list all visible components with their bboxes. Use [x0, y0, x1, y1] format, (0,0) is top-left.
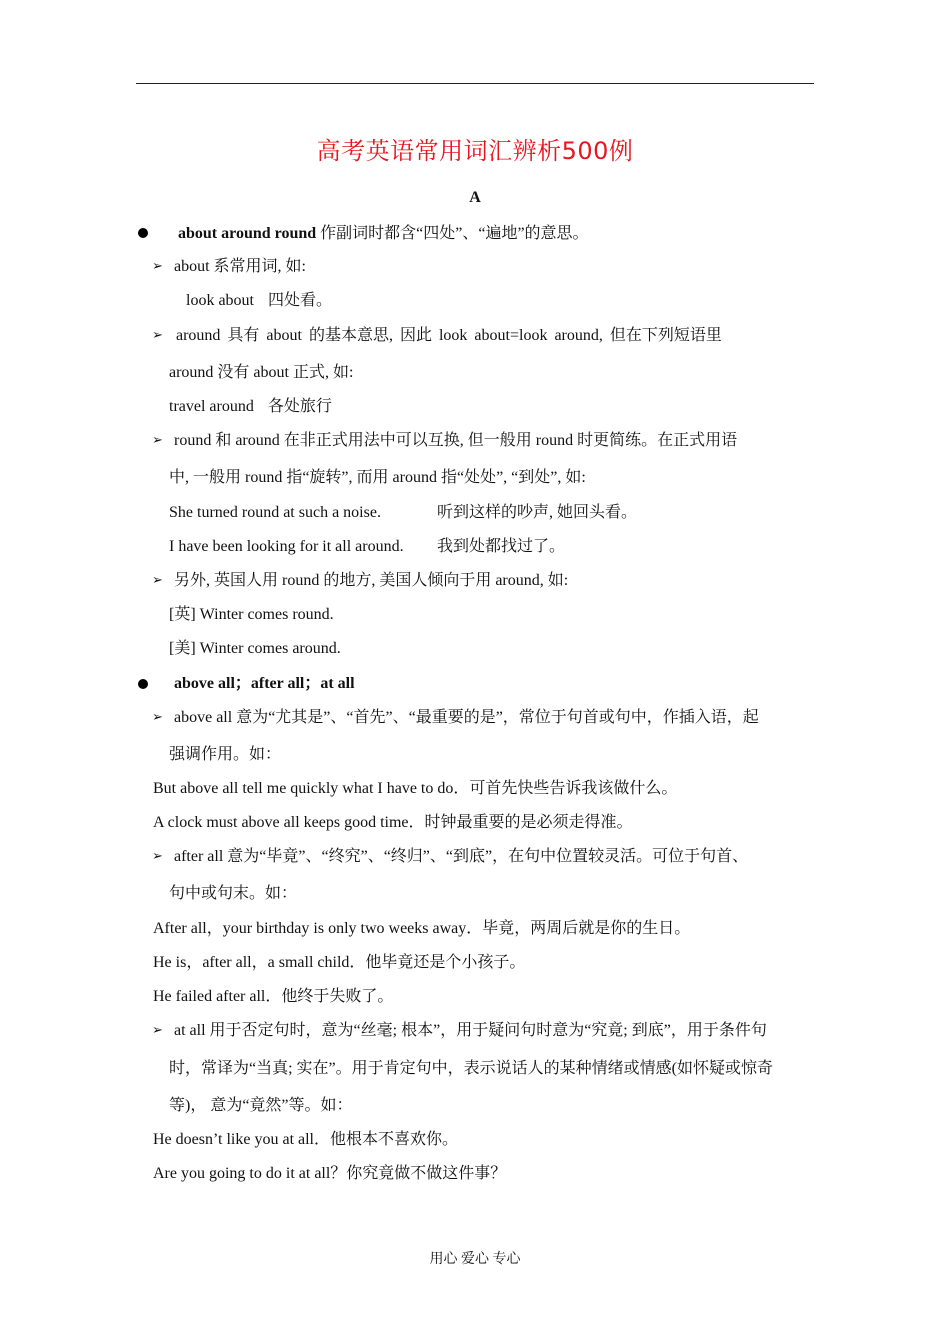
- example-line: [169, 503, 637, 523]
- example-line: He is，after all，a small child．他毕竟还是个小孩子。: [153, 954, 526, 971]
- arrow-bullet-icon: ➢: [152, 849, 163, 864]
- after-all-line-1: after all 意为“毕竟”、“终究”、“终归”、“到底”，在句中位置较灵活。可位于句首、: [174, 848, 749, 865]
- at-all-line-1: at all 用于否定句时，意为“丝毫; 根本”，用于疑问句时意为“究竟; 到底”，用于条件句: [174, 1022, 767, 1039]
- arrow-bullet-icon: ➢: [152, 573, 163, 588]
- above-all-line-1: above all 意为“尤其是”、“首先”、“最重要的是”，常位于句首或句中，作插入语，起: [174, 709, 759, 726]
- example-en: travel around: [169, 398, 254, 415]
- example-en: look about: [186, 292, 254, 309]
- bullet-dot-icon: [138, 679, 148, 689]
- example-zh: 各处旅行: [267, 398, 332, 415]
- round-line-2: 中, 一般用 round 指“旋转”, 而用 around 指“处处”, “到处”, 如:: [169, 469, 586, 486]
- above-all-line-2: 强调作用。如：: [169, 746, 282, 763]
- bullet-dot-icon: [138, 228, 148, 238]
- example-zh: 听到这样的吵声, 她回头看。: [437, 504, 638, 521]
- about-text: about 系常用词, 如:: [174, 258, 306, 275]
- example-line: He failed after all．他终于失败了。: [153, 988, 394, 1005]
- american-example: [美] Winter comes around.: [169, 640, 341, 657]
- section-heading: A: [469, 189, 481, 206]
- example-en: She turned round at such a noise.: [169, 504, 381, 521]
- entry-terms: about around round: [178, 225, 317, 242]
- example-zh: 我到处都找过了。: [437, 538, 566, 555]
- after-all-line-2: 句中或句末。如：: [169, 885, 298, 902]
- entry-heading: above all；after all；at all: [174, 675, 355, 692]
- at-all-line-2: 时，常译为“当真; 实在”。用于肯定句中，表示说话人的某种情绪或情感(如怀疑或惊奇: [169, 1060, 773, 1077]
- entry-description: 作副词时都含“四处”、“遍地”的意思。: [320, 225, 589, 242]
- example-line: [169, 397, 332, 417]
- example-line: [169, 537, 565, 557]
- example-line: He doesn’t like you at all．他根本不喜欢你。: [153, 1131, 459, 1148]
- arrow-bullet-icon: ➢: [152, 259, 163, 274]
- arrow-bullet-icon: ➢: [152, 433, 163, 448]
- example-line: But above all tell me quickly what I have to do．可首先快些告诉我该做什么。: [153, 780, 678, 797]
- example-line: Are you going to do it at all？你究竟做不做这件事？: [153, 1165, 507, 1182]
- entry-heading: [178, 224, 589, 244]
- arrow-bullet-icon: ➢: [152, 328, 163, 343]
- around-line-1: around 具有 about 的基本意思, 因此 look about=look around, 但在下列短语里: [176, 327, 722, 344]
- header-rule: [136, 83, 814, 84]
- arrow-bullet-icon: ➢: [152, 710, 163, 725]
- usage-line-1: 另外, 英国人用 round 的地方, 美国人倾向于用 around, 如:: [174, 572, 569, 589]
- example-line: [186, 291, 332, 311]
- at-all-line-3: 等)， 意为“竟然”等。如：: [169, 1097, 353, 1114]
- example-zh: 四处看。: [268, 292, 333, 309]
- example-line: A clock must above all keeps good time．时钟最重要的是必须走得准。: [153, 814, 633, 831]
- around-line-2: around 没有 about 正式, 如:: [169, 364, 354, 381]
- example-en: I have been looking for it all around.: [169, 538, 404, 555]
- page-title: 高考英语常用词汇辨析500例: [316, 137, 634, 165]
- arrow-bullet-icon: ➢: [152, 1023, 163, 1038]
- round-line-1: round 和 around 在非正式用法中可以互换, 但一般用 round 时更简练。在正式用语: [174, 432, 738, 449]
- british-example: [英] Winter comes round.: [169, 606, 334, 623]
- page-footer: 用心 爱心 专心: [429, 1252, 521, 1267]
- example-line: After all，your birthday is only two weeks away．毕竟，两周后就是你的生日。: [153, 920, 691, 937]
